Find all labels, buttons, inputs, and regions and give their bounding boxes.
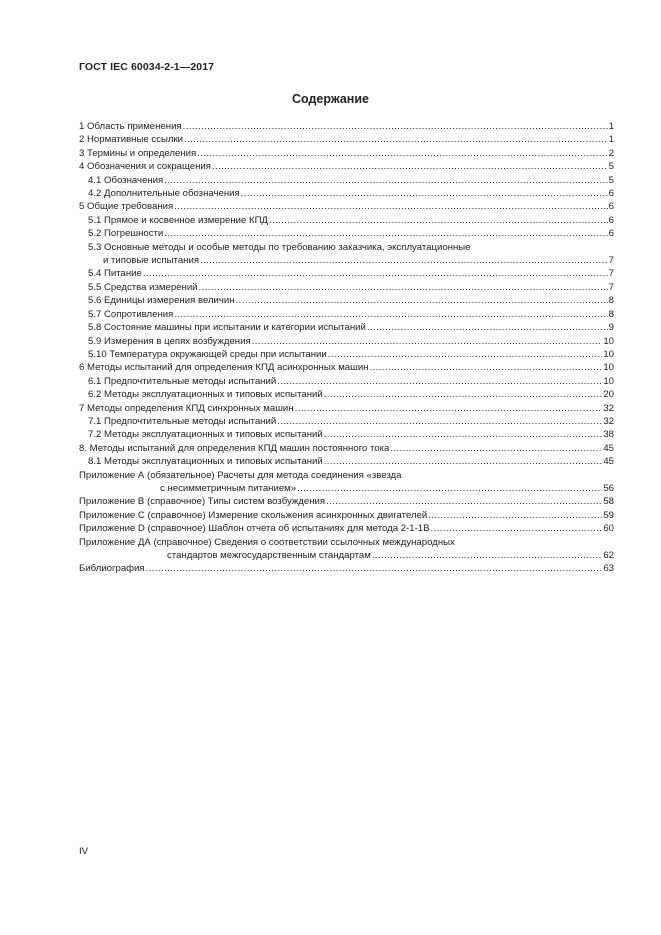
standard-code-header: ГОСТ IEC 60034-2-1—2017: [79, 61, 215, 73]
toc-entry[interactable]: [79, 348, 614, 361]
toc-entry[interactable]: [79, 549, 614, 562]
page-number: IV: [79, 846, 89, 857]
toc-entry-page: 59: [603, 509, 614, 521]
toc-entry-label: Приложение D (справочное) Шаблон отчета об испытаниях для метода 2-1-1В: [79, 523, 430, 535]
toc-entry[interactable]: [79, 133, 614, 146]
toc-entry-page: 7: [608, 268, 614, 280]
toc-entry[interactable]: [79, 294, 614, 307]
toc-entry[interactable]: [79, 469, 614, 482]
toc-leader-dots: [241, 187, 608, 200]
toc-entry-label: 2 Нормативные ссылки: [79, 134, 184, 146]
toc-entry[interactable]: [79, 428, 614, 441]
toc-leader-dots: [277, 415, 602, 428]
toc-entry-label: 7.1 Предпочтительные методы испытаний: [88, 415, 277, 427]
toc-entry-label: 8.1 Методы эксплуатационных и типовых испытаний: [88, 456, 323, 468]
toc-entry-label: 7 Методы определения КПД синхронных машин: [79, 402, 294, 414]
toc-entry-label: 4.2 Дополнительные обозначения: [88, 188, 240, 200]
toc-entry-page: 6: [608, 201, 614, 213]
toc-entry-page: 8: [608, 295, 614, 307]
toc-entry-page: 60: [603, 523, 614, 535]
toc-leader-dots: [324, 428, 603, 441]
toc-entry[interactable]: [79, 241, 614, 254]
toc-entry-label: 3 Термины и определения: [79, 147, 197, 159]
toc-entry[interactable]: [79, 120, 614, 133]
toc-entry[interactable]: [79, 522, 614, 535]
toc-entry[interactable]: [79, 308, 614, 321]
toc-leader-dots: [164, 227, 607, 240]
toc-entry-page: 1: [608, 134, 614, 146]
toc-entry[interactable]: [79, 254, 614, 267]
toc-entry-page: 58: [603, 496, 614, 508]
toc-entry-page: 38: [603, 429, 614, 441]
toc-entry-label: 7.2 Методы эксплуатационных и типовых испытаний: [88, 429, 323, 441]
toc-entry-label: 1 Область применения: [79, 121, 182, 132]
toc-entry[interactable]: [79, 375, 614, 388]
toc-entry-label: 5.9 Измерения в цепях возбуждения: [88, 335, 251, 347]
toc-entry-label: Приложение ДА (справочное) Сведения о соответствии ссылочных международных: [79, 536, 455, 548]
toc-leader-dots: [431, 522, 603, 535]
toc-entry-page: 10: [603, 348, 614, 360]
toc-entry[interactable]: [79, 509, 614, 522]
toc-leader-dots: [324, 388, 603, 401]
page-title: Содержание: [291, 92, 369, 106]
toc-entry[interactable]: [79, 160, 614, 173]
toc-entry-page: 10: [603, 362, 614, 374]
toc-leader-dots: [174, 308, 607, 321]
toc-leader-dots: [143, 267, 608, 280]
toc-entry-page: 5: [608, 174, 614, 186]
toc-entry-label: с несимметричным питанием»: [160, 482, 297, 494]
toc-entry-page: 6: [608, 228, 614, 240]
toc-entry[interactable]: [79, 361, 614, 374]
toc-entry[interactable]: [79, 187, 614, 200]
toc-leader-dots: [146, 562, 603, 575]
toc-entry[interactable]: [79, 536, 614, 549]
toc-entry-page: 9: [608, 322, 614, 334]
toc-leader-dots: [184, 133, 608, 146]
toc-entry[interactable]: [79, 402, 614, 415]
toc-entry-label: 6.2 Методы эксплуатационных и типовых испытаний: [88, 389, 323, 401]
toc-entry-page: 6: [608, 214, 614, 226]
toc-entry-label: 4 Обозначения и сокращения: [79, 161, 211, 173]
toc-leader-dots: [277, 375, 602, 388]
table-of-contents: [79, 120, 614, 576]
toc-entry[interactable]: [79, 174, 614, 187]
toc-entry-label: 5.1 Прямое и косвенное измерение КПД: [88, 214, 268, 226]
toc-entry-label: 5.6 Единицы измерения величин: [88, 295, 235, 307]
toc-entry-page: 2: [608, 147, 614, 159]
toc-entry-page: 5: [608, 161, 614, 173]
toc-leader-dots: [199, 281, 608, 294]
toc-entry-label: 5.10 Температура окружающей среды при испытании: [88, 348, 327, 360]
toc-leader-dots: [236, 294, 608, 307]
toc-leader-dots: [269, 214, 608, 227]
toc-entry-label: и типовые испытания: [103, 255, 200, 267]
toc-entry-page: 20: [603, 389, 614, 401]
toc-entry-label: 6 Методы испытаний для определения КПД асинхронных машин: [79, 362, 369, 374]
toc-entry-label: 6.1 Предпочтительные методы испытаний: [88, 375, 277, 387]
toc-entry-label: 5.5 Средства измерений: [88, 281, 198, 293]
toc-entry-label: 5 Общие требования: [79, 201, 174, 213]
toc-entry-page: 10: [603, 335, 614, 347]
toc-entry-page: 7: [608, 255, 614, 267]
toc-leader-dots: [174, 200, 607, 213]
toc-leader-dots: [328, 348, 603, 361]
toc-leader-dots: [372, 549, 602, 562]
toc-entry-label: 5.3 Основные методы и особые методы по требованию заказчика, эксплуатационные: [88, 241, 471, 253]
toc-entry[interactable]: [79, 200, 614, 213]
toc-entry[interactable]: [79, 562, 614, 575]
toc-leader-dots: [390, 442, 602, 455]
toc-entry-page: 7: [608, 281, 614, 293]
toc-entry-page: 56: [603, 482, 614, 494]
toc-leader-dots: [324, 455, 603, 468]
toc-entry-page: 32: [603, 415, 614, 427]
toc-entry-label: Библиография: [79, 563, 145, 575]
toc-leader-dots: [200, 254, 608, 267]
toc-entry[interactable]: [79, 227, 614, 240]
toc-entry-label: 5.2 Погрешности: [88, 228, 164, 240]
toc-entry[interactable]: [79, 482, 614, 495]
toc-leader-dots: [295, 402, 603, 415]
toc-leader-dots: [297, 482, 602, 495]
toc-entry[interactable]: [79, 442, 614, 455]
toc-entry-page: 62: [603, 550, 614, 561]
toc-entry-label: Приложение С (справочное) Измерение скольжения асинхронных двигателей: [79, 509, 428, 521]
toc-entry-label: 5.7 Сопротивления: [88, 308, 174, 320]
toc-entry-page: 63: [603, 563, 614, 575]
toc-entry-page: 45: [603, 442, 614, 454]
toc-entry[interactable]: [79, 455, 614, 468]
toc-leader-dots: [212, 160, 608, 173]
toc-entry[interactable]: [79, 495, 614, 508]
toc-entry-page: 32: [603, 402, 614, 414]
toc-entry-label: 5.4 Питание: [88, 268, 142, 280]
toc-entry-page: 8: [608, 308, 614, 320]
toc-entry[interactable]: [79, 214, 614, 227]
toc-entry-label: 4.1 Обозначения: [88, 174, 164, 186]
toc-leader-dots: [183, 120, 608, 133]
toc-leader-dots: [197, 147, 607, 160]
toc-leader-dots: [164, 174, 607, 187]
toc-leader-dots: [370, 361, 603, 374]
toc-entry[interactable]: [79, 335, 614, 348]
toc-entry-label: Приложение В (справочное) Типы систем возбуждения: [79, 496, 326, 508]
toc-entry-page: 1: [608, 121, 614, 132]
toc-entry[interactable]: [79, 281, 614, 294]
toc-entry-page: 45: [603, 456, 614, 468]
toc-entry-page: 10: [603, 375, 614, 387]
toc-leader-dots: [326, 495, 602, 508]
toc-leader-dots: [367, 321, 608, 334]
toc-entry-label: 8. Методы испытаний для определения КПД машин постоянного тока: [79, 442, 390, 454]
toc-entry[interactable]: [79, 267, 614, 280]
toc-entry-label: стандартов межгосударственным стандартам: [167, 550, 371, 561]
toc-entry-label: 5.8 Состояние машины при испытании и категории испытаний: [88, 322, 366, 334]
toc-entry-label: Приложение А (обязательное) Расчеты для метода соединения «звезда: [79, 469, 402, 481]
toc-leader-dots: [428, 509, 602, 522]
toc-entry[interactable]: [79, 147, 614, 160]
toc-entry-page: 6: [608, 188, 614, 200]
toc-entry[interactable]: [79, 321, 614, 334]
toc-leader-dots: [252, 335, 603, 348]
toc-entry[interactable]: [79, 415, 614, 428]
toc-entry[interactable]: [79, 388, 614, 401]
